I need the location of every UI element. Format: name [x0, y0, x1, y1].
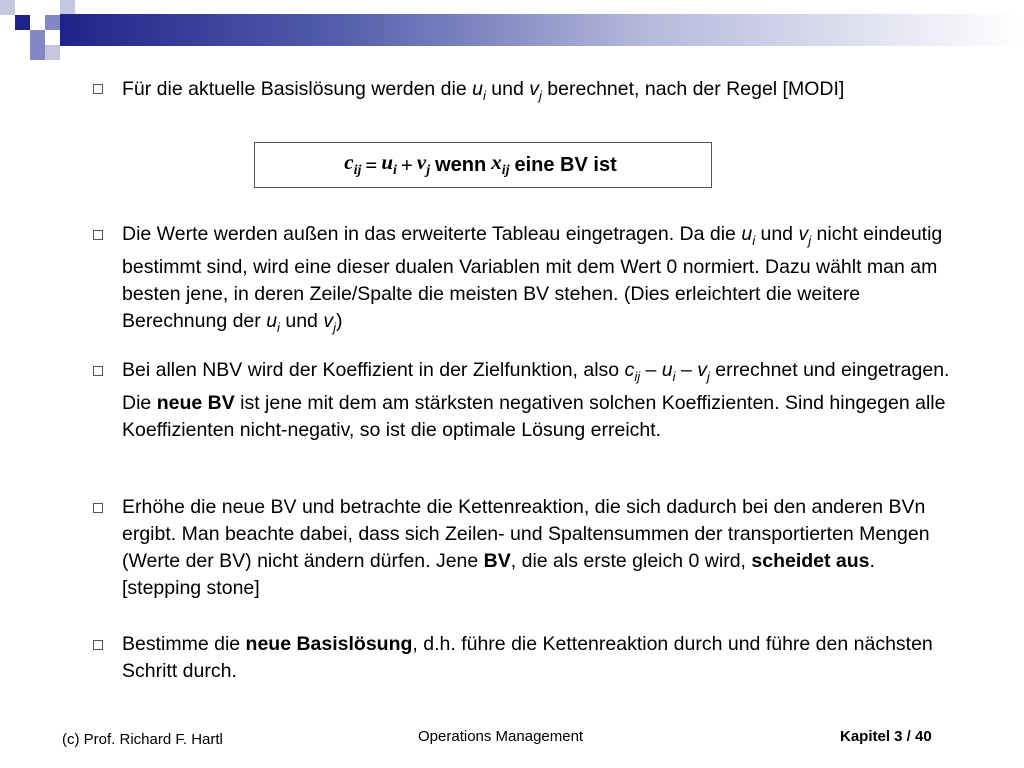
- formula-c: $c_{ij}$: [344, 150, 362, 179]
- text: Bestimme die: [122, 633, 246, 655]
- deco-square: [45, 45, 60, 60]
- math-sub: j: [706, 368, 710, 384]
- deco-square: [45, 15, 60, 30]
- deco-square: [30, 30, 45, 45]
- math-u: u: [266, 309, 278, 332]
- math-u: u: [661, 359, 673, 381]
- formula-eq: =: [365, 152, 378, 177]
- formula-box: [254, 142, 712, 188]
- math-u: u: [741, 223, 753, 245]
- text: Erhöhe die neue BV und betrachte die Kettenreaktion, die sich dadurch bei den anderen BVn ergibt. Man beachte dabei, dass sich Zeilen- und Spaltensummen der transportierten Mengen (Werte der BV) nicht ändern dürfen. Jene: [122, 496, 930, 572]
- math-v: v: [697, 359, 707, 381]
- math-sub: i: [752, 232, 756, 248]
- bold-text: neue Basislösung: [245, 633, 413, 655]
- paragraph-5: [122, 631, 952, 685]
- text: ): [335, 309, 343, 332]
- text: Die Werte werden außen in das erweiterte Tableau eingetragen. Da die: [122, 223, 742, 245]
- deco-square: [15, 15, 30, 30]
- text: und: [279, 309, 324, 332]
- bullet-icon: [93, 84, 103, 94]
- paragraph-2: [122, 221, 952, 341]
- bold-text: scheidet aus: [751, 550, 870, 572]
- text: und: [485, 78, 530, 100]
- math-v: v: [323, 309, 334, 332]
- bullet-icon: [93, 640, 103, 650]
- paragraph-4: [122, 494, 952, 602]
- math-sub: j: [539, 87, 542, 103]
- footer-course: Operations Management: [418, 728, 584, 745]
- text: –: [675, 359, 698, 381]
- formula-x: $x_{ij}$: [491, 150, 510, 179]
- math-v: v: [798, 223, 809, 245]
- text: –: [640, 359, 662, 381]
- text: Bei allen NBV wird der Koeffizient in der Zielfunktion, also: [122, 359, 625, 381]
- deco-square: [0, 0, 15, 15]
- math-sub: ij: [634, 368, 641, 384]
- bullet-icon: [93, 366, 103, 376]
- math-v: v: [529, 78, 539, 100]
- formula-v: $v_j$: [416, 150, 431, 179]
- math-c: c: [624, 359, 635, 381]
- formula-rest: eine BV ist: [514, 153, 617, 176]
- math-sub: j: [808, 232, 812, 248]
- deco-square: [60, 0, 75, 15]
- bold-text: neue BV: [156, 391, 235, 414]
- math-sub: i: [277, 319, 280, 335]
- text: errechnet und eingetragen. Die: [122, 359, 950, 414]
- formula-u: $u_i$: [381, 150, 397, 179]
- text: , d.h. führe die Kettenreaktion durch und führe den nächsten Schritt durch.: [122, 633, 933, 682]
- math-sub: i: [672, 368, 676, 384]
- bullet-icon: [93, 230, 103, 240]
- math-u: u: [472, 78, 483, 100]
- paragraph-3: [122, 357, 952, 444]
- text: und: [755, 223, 799, 245]
- bold-text: BV: [483, 550, 511, 572]
- math-sub: i: [482, 87, 486, 103]
- text: nicht eindeutig bestimmt sind, wird eine dieser dualen Variablen mit dem Wert 0 normiert. Dazu wählt man am besten jene, in deren Zeile/Spalte die meisten BV stehen. (Dies erleichtert die weitere Berechnung der: [122, 223, 943, 332]
- text: . [stepping stone]: [122, 550, 875, 599]
- text: Für die aktuelle Basislösung werden die: [122, 78, 473, 100]
- paragraph-1: [122, 76, 952, 109]
- footer-author: (c) Prof. Richard F. Hartl: [62, 731, 223, 748]
- formula-plus: +: [400, 152, 413, 177]
- bullet-icon: [93, 503, 103, 513]
- footer-page-number: Kapitel 3 / 40: [840, 728, 932, 745]
- math-sub: j: [333, 319, 336, 335]
- text: , die als erste gleich 0 wird,: [510, 550, 752, 572]
- header-gradient-bar: [60, 14, 1024, 46]
- deco-square: [30, 45, 45, 60]
- text: berechnet, nach der Regel [MODI]: [541, 78, 845, 100]
- text: ist jene mit dem am stärksten negativen solchen Koeffizienten. Sind hingegen alle Koeffizienten nicht-negativ, so ist die optimale Lösung erreicht.: [122, 391, 946, 441]
- formula-wenn: wenn: [435, 153, 487, 176]
